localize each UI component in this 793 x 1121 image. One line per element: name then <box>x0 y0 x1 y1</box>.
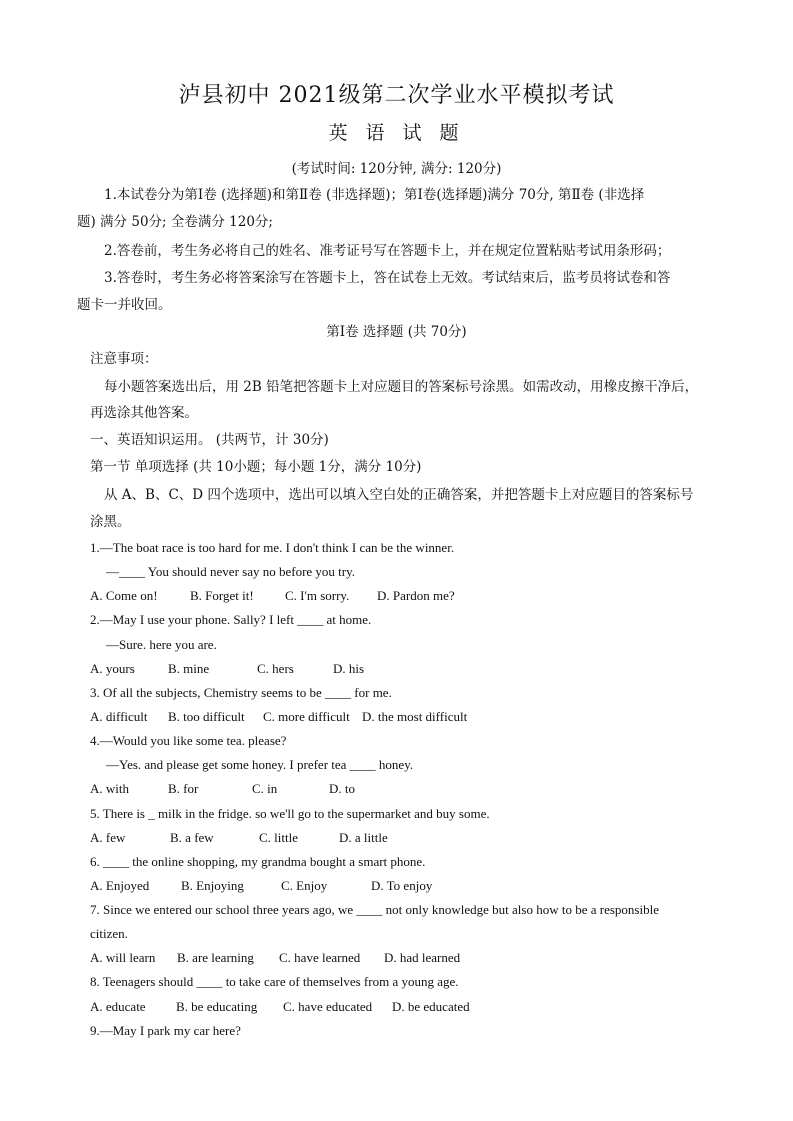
question-5-stem: 5. There is _ milk in the fridge. so we'll go to the supermarket and buy some. <box>90 806 490 821</box>
question-1-option-b: B. Forget it! <box>190 588 254 603</box>
question-8-option-a: A. educate <box>90 999 146 1014</box>
question-8-option-b: B. be educating <box>176 999 258 1014</box>
question-7-option-c: C. have learned <box>279 950 361 965</box>
question-9-stem: 9.—May I park my car here? <box>90 1023 241 1038</box>
notice-line2: 再选涂其他答案。 <box>90 405 198 421</box>
directions-line2: 涂黑。 <box>90 514 131 530</box>
question-4-option-a: A. with <box>90 781 129 796</box>
question-5-option-a: A. few <box>90 830 126 845</box>
question-8-stem: 8. Teenagers should ____ to take care of themselves from a young age. <box>90 974 459 989</box>
question-1-stem: 1.—The boat race is too hard for me. I don't think I can be the winner. <box>90 540 455 555</box>
notice-label: 注意事项： <box>90 351 158 367</box>
question-1-option-d: D. Pardon me? <box>377 588 455 603</box>
question-5-option-d: D. a little <box>339 830 388 845</box>
exam-info: (考试时间: 120分钟, 满分: 120分) <box>291 161 502 177</box>
subsection1-heading: 第一节 单项选择 (共 10小题；每小题 1分，满分 10分) <box>90 459 422 475</box>
instruction-1-line1: 1.本试卷分为第Ⅰ卷 (选择题)和第Ⅱ卷 (非选择题)；第Ⅰ卷(选择题)满分 70分, 第Ⅱ卷 (非选择 <box>104 187 645 203</box>
exam-subtitle: 英 语 试 题 <box>328 122 465 144</box>
question-5-option-c: C. little <box>259 830 298 845</box>
instruction-1-line2: 题) 满分 50分; 全卷满分 120分; <box>77 214 273 230</box>
question-7-option-b: B. are learning <box>177 950 254 965</box>
section1-heading: 一、英语知识运用。 (共两节，计 30分) <box>90 432 329 448</box>
question-1-option-a: A. Come on! <box>90 588 158 603</box>
question-3-option-d: D. the most difficult <box>362 709 468 724</box>
instruction-3-line2: 题卡一并收回。 <box>77 297 172 313</box>
question-4-stem: 4.—Would you like some tea. please? <box>90 733 287 748</box>
instruction-2: 2.答卷前，考生务必将自己的姓名、准考证号写在答题卡上，并在规定位置粘贴考试用条形码； <box>104 243 671 259</box>
question-2-option-c: C. hers <box>257 661 294 676</box>
question-8-option-d: D. be educated <box>392 999 470 1014</box>
question-2-option-a: A. yours <box>90 661 135 676</box>
notice-line1: 每小题答案选出后，用 2B 铅笔把答题卡上对应题目的答案标号涂黑。如需改动，用橡皮擦干净后， <box>104 379 699 395</box>
question-7-stem: 7. Since we entered our school three years ago, we ____ not only knowledge but also how to be a responsible <box>90 902 659 917</box>
question-7-stem-cont: citizen. <box>90 926 128 941</box>
question-4-option-b: B. for <box>168 781 199 796</box>
part1-heading: 第Ⅰ卷 选择题 (共 70分) <box>326 324 467 340</box>
question-2-option-b: B. mine <box>168 661 210 676</box>
question-1-response: —____ You should never say no before you try. <box>106 564 356 579</box>
question-8-option-c: C. have educated <box>283 999 373 1014</box>
question-7-option-d: D. had learned <box>384 950 461 965</box>
question-5-option-b: B. a few <box>170 830 214 845</box>
question-1-option-c: C. I'm sorry. <box>285 588 350 603</box>
question-3-option-c: C. more difficult <box>263 709 350 724</box>
question-4-response: —Yes. and please get some honey. I prefer tea ____ honey. <box>106 757 414 772</box>
question-2-option-d: D. his <box>333 661 365 676</box>
question-6-option-c: C. Enjoy <box>281 878 328 893</box>
question-4-option-c: C. in <box>252 781 278 796</box>
question-4-option-d: D. to <box>329 781 355 796</box>
question-6-option-d: D. To enjoy <box>371 878 433 893</box>
instruction-3-line1: 3.答卷时，考生务必将答案涂写在答题卡上，答在试卷上无效。考试结束后，监考员将试卷和答 <box>104 270 671 286</box>
question-3-option-b: B. too difficult <box>168 709 245 724</box>
question-3-stem: 3. Of all the subjects, Chemistry seems to be ____ for me. <box>90 685 392 700</box>
question-3-option-a: A. difficult <box>90 709 148 724</box>
question-6-option-a: A. Enjoyed <box>90 878 150 893</box>
question-6-option-b: B. Enjoying <box>181 878 244 893</box>
question-7-option-a: A. will learn <box>90 950 156 965</box>
question-2-response: —Sure. here you are. <box>106 637 217 652</box>
exam-title: 泸县初中 2021级第二次学业水平模拟考试 <box>178 83 615 108</box>
question-6-stem: 6. ____ the online shopping, my grandma bought a smart phone. <box>90 854 426 869</box>
question-2-stem: 2.—May I use your phone. Sally? I left ____ at home. <box>90 612 372 627</box>
directions-line1: 从 A、B、C、D 四个选项中，选出可以填入空白处的正确答案，并把答题卡上对应题目的答案标号 <box>104 487 694 503</box>
